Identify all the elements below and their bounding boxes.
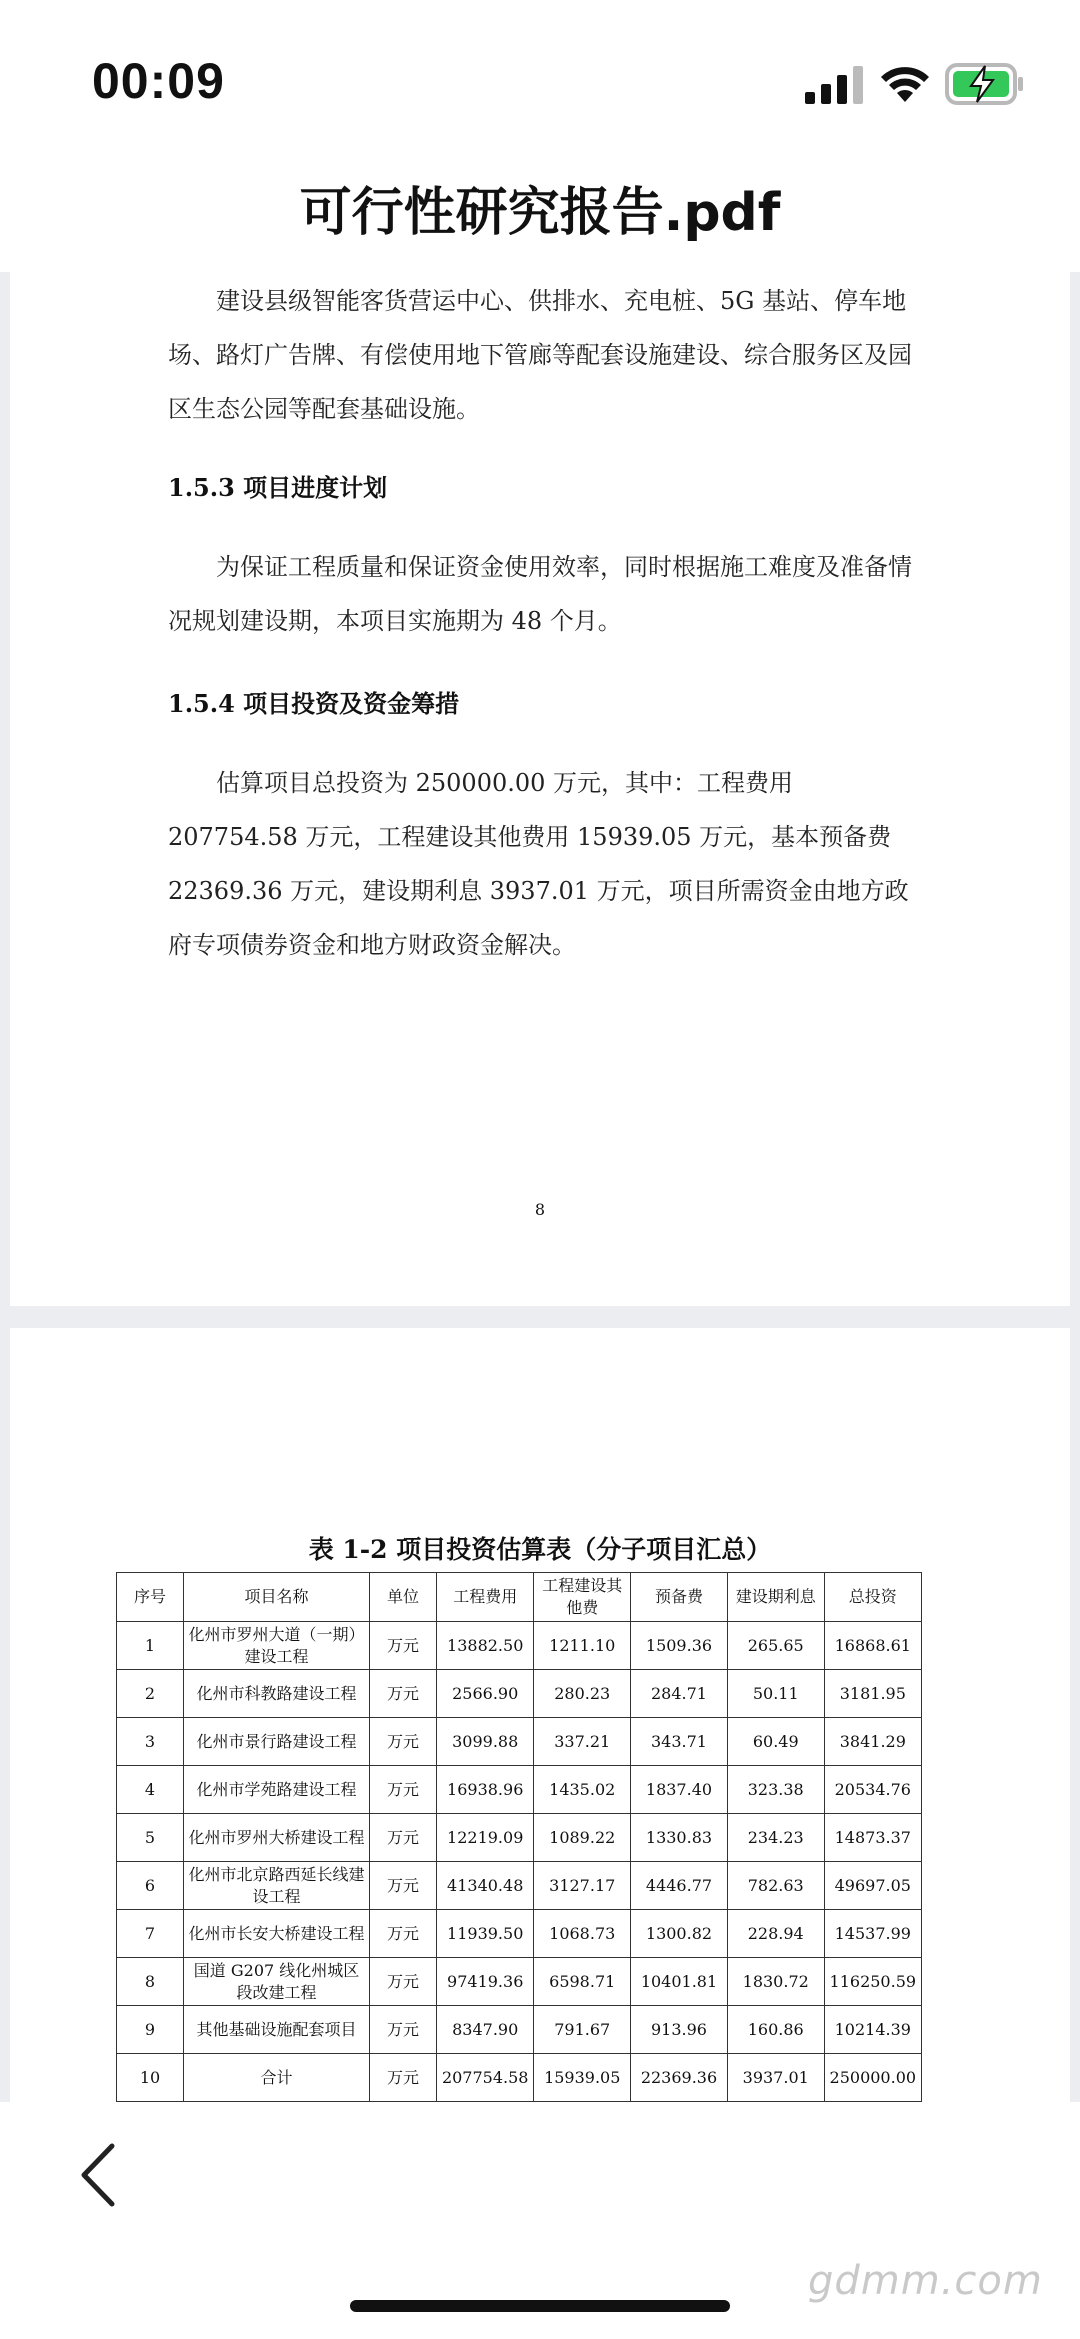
cell-engineering-cost: 2566.90 (437, 1670, 534, 1718)
cell-name: 化州市学苑路建设工程 (183, 1766, 369, 1814)
header-engineering-cost: 工程费用 (437, 1573, 534, 1622)
cell-interest: 323.38 (727, 1766, 824, 1814)
cell-name: 化州市景行路建设工程 (183, 1718, 369, 1766)
table-row (117, 1766, 922, 1814)
cell-engineering-cost: 13882.50 (437, 1622, 534, 1670)
cell-other-cost: 791.67 (534, 2006, 631, 2054)
cell-engineering-cost: 97419.36 (437, 1958, 534, 2006)
cell-total: 20534.76 (824, 1766, 921, 1814)
cell-reserve: 1300.82 (631, 1910, 728, 1958)
cell-total: 3841.29 (824, 1718, 921, 1766)
cell-other-cost: 3127.17 (534, 1862, 631, 1910)
cell-interest: 782.63 (727, 1862, 824, 1910)
cell-engineering-cost: 12219.09 (437, 1814, 534, 1862)
cell-total: 49697.05 (824, 1862, 921, 1910)
cell-engineering-cost: 16938.96 (437, 1766, 534, 1814)
table-caption: 表 1-2 项目投资估算表（分子项目汇总） (308, 1535, 772, 1564)
cell-engineering-cost: 11939.50 (437, 1910, 534, 1958)
pdf-page-9 (10, 1328, 1070, 2102)
heading-1-5-4: 1.5.4 项目投资及资金筹措 (168, 689, 460, 718)
cell-reserve: 1837.40 (631, 1766, 728, 1814)
pdf-page-8 (10, 272, 1070, 1306)
cell-no: 5 (117, 1814, 184, 1862)
cell-unit: 万元 (370, 2054, 437, 2102)
cell-interest: 265.65 (727, 1622, 824, 1670)
cell-unit: 万元 (370, 2006, 437, 2054)
table-row (117, 2054, 922, 2102)
cell-no: 7 (117, 1910, 184, 1958)
header-total: 总投资 (824, 1573, 921, 1622)
cell-name: 合计 (183, 2054, 369, 2102)
cell-unit: 万元 (370, 1910, 437, 1958)
cell-reserve: 1330.83 (631, 1814, 728, 1862)
heading-1-5-3: 1.5.3 项目进度计划 (168, 473, 388, 502)
cell-other-cost: 1068.73 (534, 1910, 631, 1958)
cell-total: 14873.37 (824, 1814, 921, 1862)
back-chevron-icon[interactable] (70, 2140, 130, 2210)
table-row (117, 1958, 922, 2006)
cell-interest: 60.49 (727, 1718, 824, 1766)
page-number: 8 (534, 1200, 546, 1219)
cell-unit: 万元 (370, 1814, 437, 1862)
header-name: 项目名称 (183, 1573, 369, 1622)
cell-other-cost: 15939.05 (534, 2054, 631, 2102)
table-header-row (117, 1573, 922, 1622)
header-unit: 单位 (370, 1573, 437, 1622)
cell-reserve: 284.71 (631, 1670, 728, 1718)
cell-other-cost: 1211.10 (534, 1622, 631, 1670)
cell-no: 2 (117, 1670, 184, 1718)
cell-interest: 228.94 (727, 1910, 824, 1958)
paragraph-investment: 估算项目总投资为 250000.00 万元，其中：工程费用 207754.58 万元，工程建设其他费用 15939.05 万元，基本预备费 22369.36 万元，建设期利息 3937.01 万元，项目所需资金由地方政府专项债券资金和地方财政资金解决。 (168, 769, 909, 959)
home-indicator[interactable] (350, 2300, 730, 2312)
header-no: 序号 (117, 1573, 184, 1622)
cell-interest: 1830.72 (727, 1958, 824, 2006)
cell-reserve: 913.96 (631, 2006, 728, 2054)
cell-other-cost: 337.21 (534, 1718, 631, 1766)
cell-other-cost: 6598.71 (534, 1958, 631, 2006)
table-row (117, 2006, 922, 2054)
cell-unit: 万元 (370, 1670, 437, 1718)
cell-engineering-cost: 3099.88 (437, 1718, 534, 1766)
table-row (117, 1910, 922, 1958)
cell-reserve: 22369.36 (631, 2054, 728, 2102)
paragraph-facilities: 建设县级智能客货营运中心、供排水、充电桩、5G 基站、停车地场、路灯广告牌、有偿使用地下管廊等配套设施建设、综合服务区及园区生态公园等配套基础设施。 (168, 287, 912, 423)
table-row (117, 1670, 922, 1718)
pdf-viewer[interactable] (0, 272, 1080, 2102)
cell-total: 116250.59 (824, 1958, 921, 2006)
cell-no: 8 (117, 1958, 184, 2006)
cell-reserve: 1509.36 (631, 1622, 728, 1670)
table-row (117, 1814, 922, 1862)
cell-name: 化州市长安大桥建设工程 (183, 1910, 369, 1958)
cell-unit: 万元 (370, 1862, 437, 1910)
cell-engineering-cost: 41340.48 (437, 1862, 534, 1910)
cell-other-cost: 1089.22 (534, 1814, 631, 1862)
cell-reserve: 10401.81 (631, 1958, 728, 2006)
cell-unit: 万元 (370, 1958, 437, 2006)
cell-no: 1 (117, 1622, 184, 1670)
cell-total: 16868.61 (824, 1622, 921, 1670)
cell-no: 10 (117, 2054, 184, 2102)
wifi-icon (880, 62, 930, 104)
table-row (117, 1718, 922, 1766)
cell-other-cost: 280.23 (534, 1670, 631, 1718)
cell-total: 10214.39 (824, 2006, 921, 2054)
investment-table (116, 1572, 922, 2102)
cell-no: 9 (117, 2006, 184, 2054)
cell-unit: 万元 (370, 1766, 437, 1814)
cell-name: 化州市罗州大道（一期）建设工程 (183, 1622, 369, 1670)
table-row (117, 1862, 922, 1910)
cell-total: 3181.95 (824, 1670, 921, 1718)
cell-name: 化州市北京路西延长线建设工程 (183, 1862, 369, 1910)
battery-charging-icon (945, 62, 1025, 106)
cell-name: 化州市科教路建设工程 (183, 1670, 369, 1718)
watermark: gdmm.com (808, 2258, 1043, 2304)
cell-no: 4 (117, 1766, 184, 1814)
cell-interest: 160.86 (727, 2006, 824, 2054)
header-reserve: 预备费 (631, 1573, 728, 1622)
status-time: 00:09 (92, 53, 225, 109)
header-other-cost: 工程建设其他费 (534, 1573, 631, 1622)
table-body (117, 1622, 922, 2102)
cell-name: 化州市罗州大桥建设工程 (183, 1814, 369, 1862)
header-interest: 建设期利息 (727, 1573, 824, 1622)
cell-unit: 万元 (370, 1622, 437, 1670)
cell-interest: 3937.01 (727, 2054, 824, 2102)
status-bar (0, 0, 1080, 160)
cell-total: 14537.99 (824, 1910, 921, 1958)
cell-interest: 234.23 (727, 1814, 824, 1862)
cell-name: 其他基础设施配套项目 (183, 2006, 369, 2054)
table-row (117, 1622, 922, 1670)
cell-no: 3 (117, 1718, 184, 1766)
cell-engineering-cost: 207754.58 (437, 2054, 534, 2102)
cell-total: 250000.00 (824, 2054, 921, 2102)
cell-reserve: 343.71 (631, 1718, 728, 1766)
cell-engineering-cost: 8347.90 (437, 2006, 534, 2054)
document-title: 可行性研究报告.pdf (299, 183, 781, 243)
cell-interest: 50.11 (727, 1670, 824, 1718)
cell-other-cost: 1435.02 (534, 1766, 631, 1814)
cellular-signal-icon (805, 66, 863, 104)
cell-reserve: 4446.77 (631, 1862, 728, 1910)
paragraph-schedule: 为保证工程质量和保证资金使用效率，同时根据施工难度及准备情况规划建设期，本项目实施期为 48 个月。 (168, 553, 912, 635)
cell-name: 国道 G207 线化州城区段改建工程 (183, 1958, 369, 2006)
cell-no: 6 (117, 1862, 184, 1910)
cell-unit: 万元 (370, 1718, 437, 1766)
